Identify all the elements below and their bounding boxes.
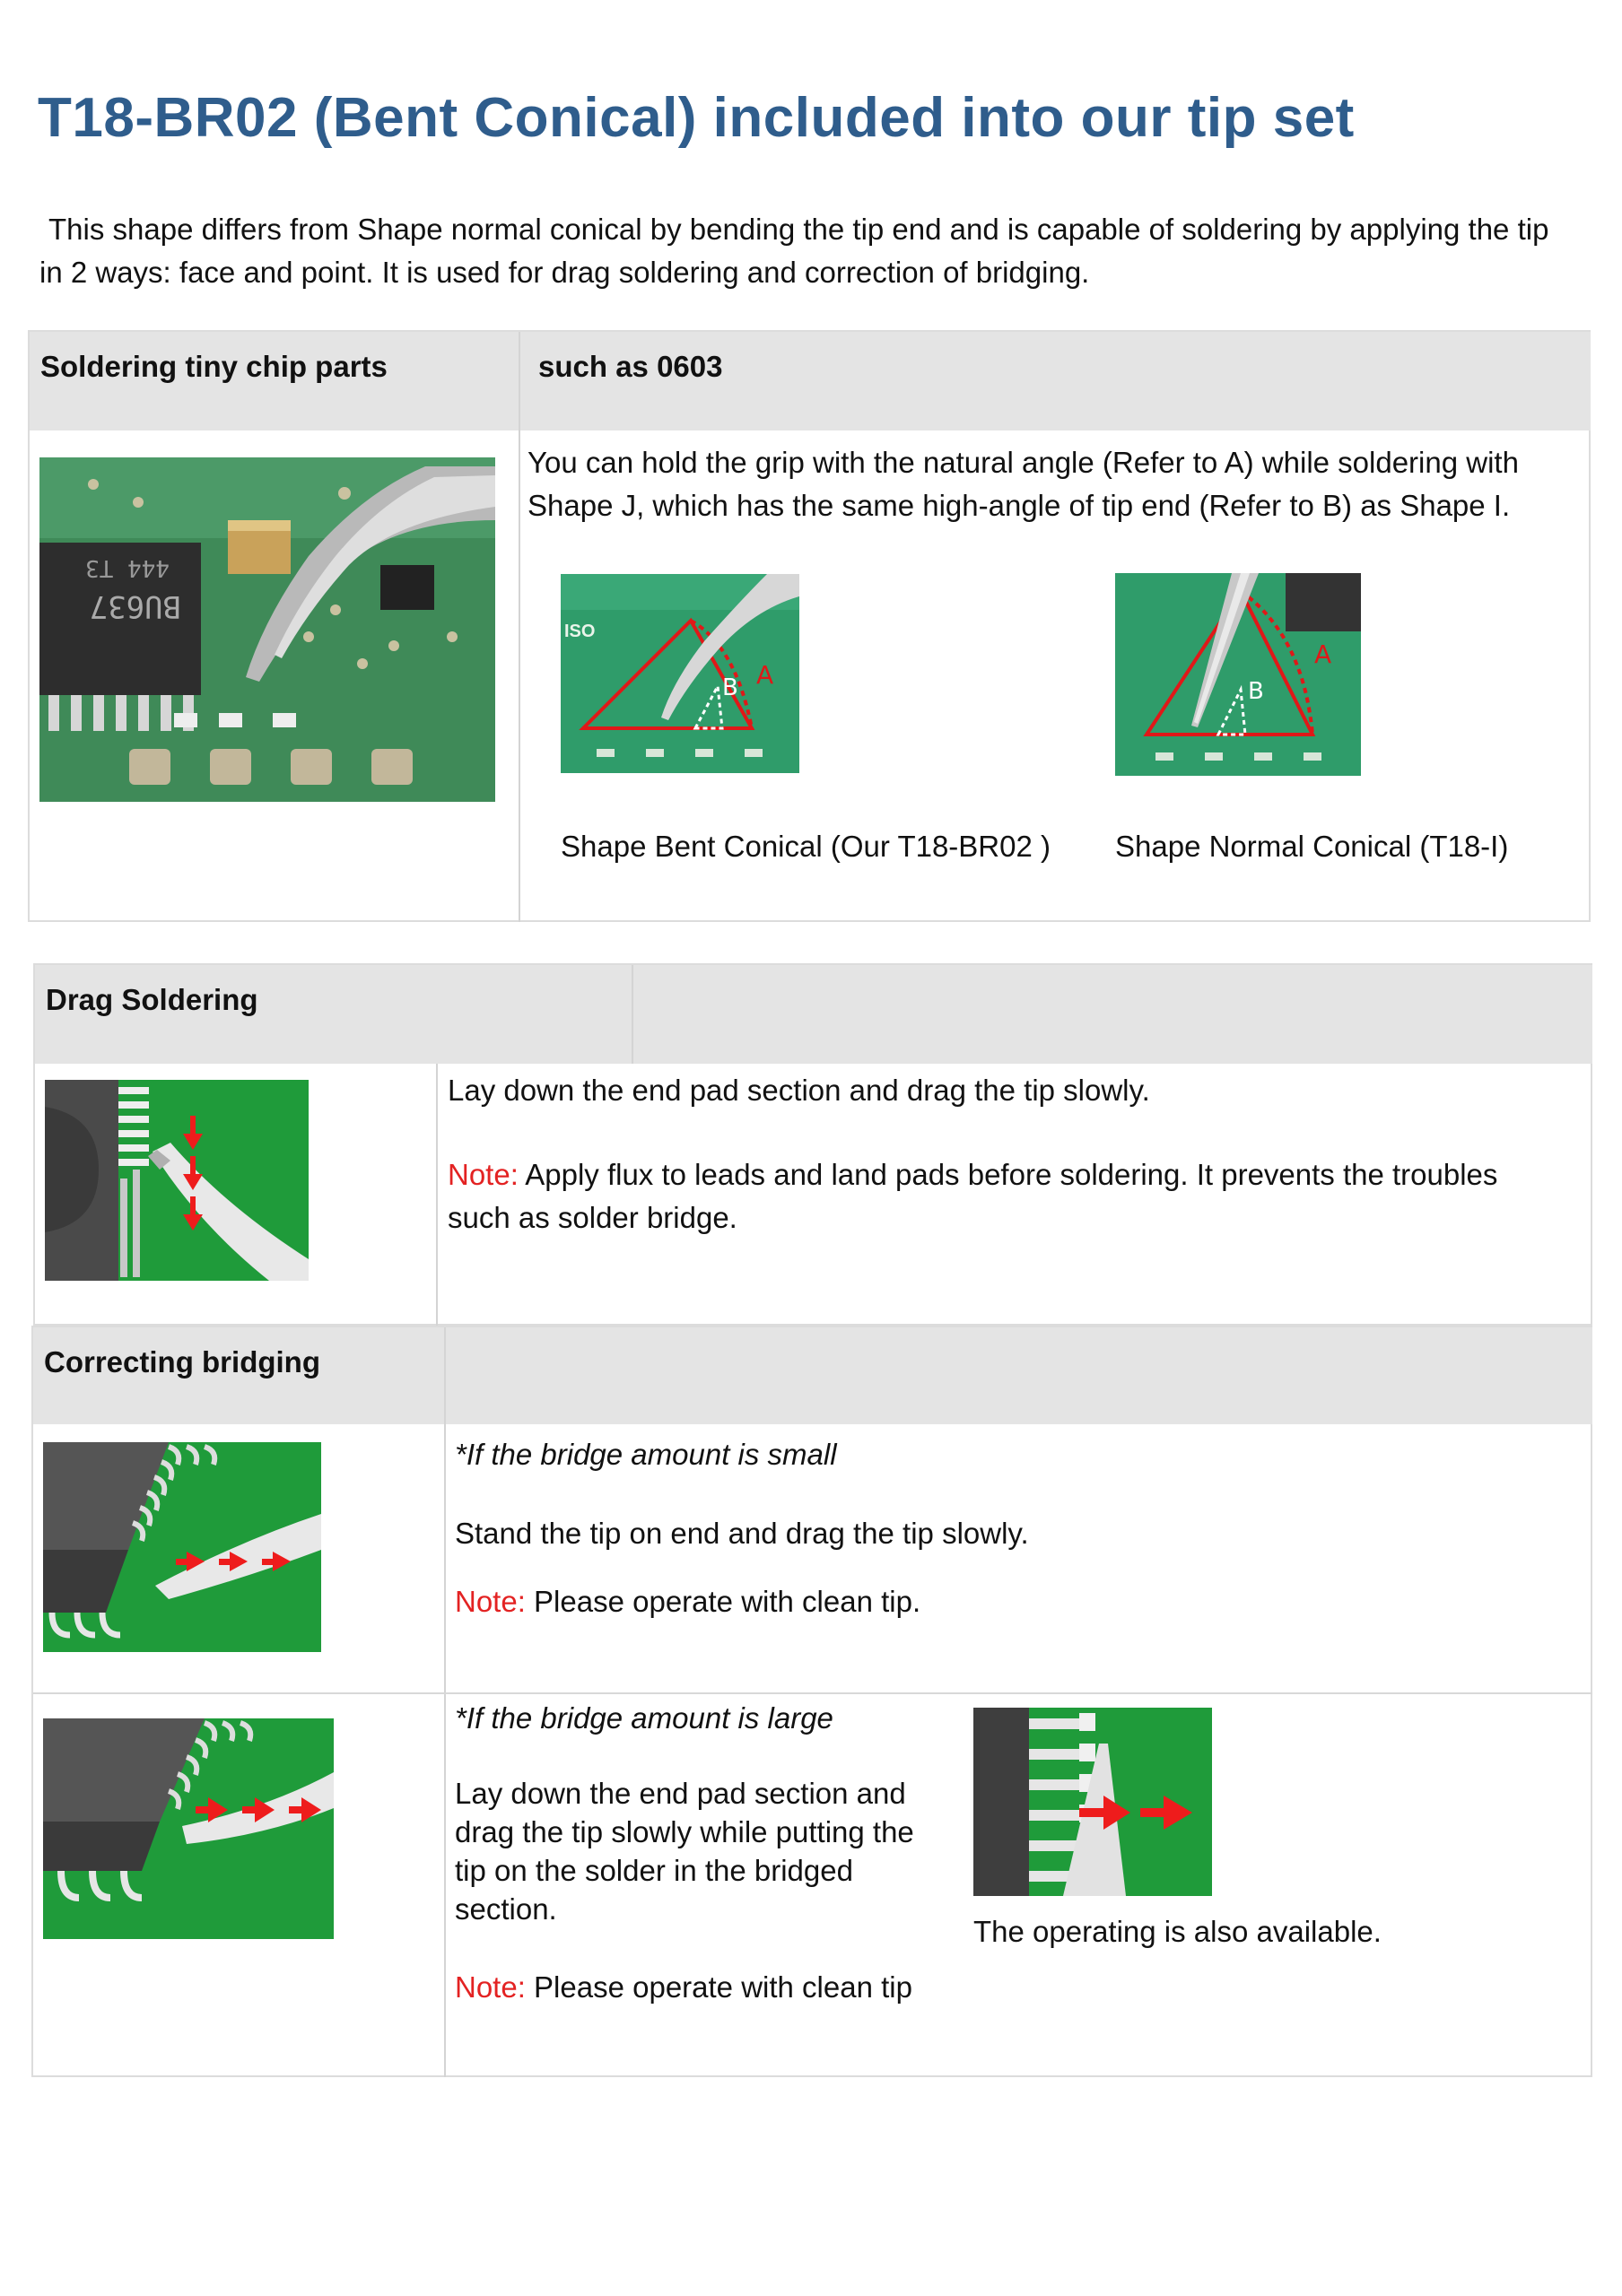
- pcb-photo: [39, 457, 495, 802]
- column-divider: [436, 1064, 438, 1326]
- svg-text:B: B: [1248, 678, 1264, 705]
- small-bridge-line-1: Stand the tip on end and drag the tip slowly.: [455, 1517, 1029, 1550]
- note-text: Please operate with clean tip.: [525, 1585, 921, 1618]
- large-bridge-line-3: tip on the solder in the bridged: [455, 1854, 853, 1887]
- intro-line-2: in 2 ways: face and point. It is used for drag soldering and correction of bridging.: [39, 256, 1090, 289]
- svg-text:ISO: ISO: [564, 622, 596, 641]
- note-label: Note:: [455, 1970, 526, 2004]
- drag-soldering-line-1: Lay down the end pad section and drag the tip slowly.: [448, 1074, 1150, 1107]
- alternate-operation-caption: The operating is also available.: [973, 1915, 1382, 1948]
- large-bridge-heading: *If the bridge amount is large: [455, 1701, 833, 1735]
- drag-soldering-illustration: [45, 1080, 309, 1281]
- large-bridge-illustration: [43, 1718, 334, 1939]
- intro-paragraph: [39, 208, 1583, 294]
- alternate-operation-illustration: [973, 1708, 1212, 1896]
- section-header-right: [520, 332, 1591, 430]
- bent-conical-diagram: [561, 574, 799, 773]
- large-bridge-line-4: section.: [455, 1892, 557, 1926]
- section-header-label: Correcting bridging: [44, 1345, 320, 1378]
- chip-marking: [85, 554, 181, 624]
- large-bridge-text: [455, 1697, 957, 2006]
- svg-text:444 T3: 444 T3: [85, 554, 170, 581]
- large-bridge-line-1: Lay down the end pad section and: [455, 1777, 906, 1810]
- drag-soldering-header: [35, 965, 632, 1064]
- page-title: T18-BR02 (Bent Conical) included into our tip set: [38, 87, 1355, 149]
- caption-bent-conical: Shape Bent Conical (Our T18-BR02 ): [561, 830, 1051, 863]
- correcting-bridging-header: [33, 1327, 444, 1424]
- caption-normal-conical: Shape Normal Conical (T18-I): [1115, 830, 1509, 863]
- correcting-bridging-header-blank: [446, 1327, 1592, 1424]
- drag-soldering-text: [448, 1069, 1578, 1239]
- svg-text:A: A: [756, 660, 774, 690]
- note-label: Note:: [448, 1158, 519, 1191]
- header-divider: [632, 965, 633, 1064]
- note-text: Apply flux to leads and land pads before soldering. It prevents the troubles: [518, 1158, 1498, 1191]
- svg-text:B: B: [722, 674, 738, 701]
- drag-soldering-header-blank: [633, 965, 1592, 1064]
- intro-line-1: This shape differs from Shape normal conical by bending the tip end and is capable of soldering by applying the tip: [48, 213, 1549, 246]
- section-chip-parts-table: [28, 330, 1591, 922]
- small-bridge-heading: *If the bridge amount is small: [455, 1438, 837, 1471]
- chip-description: [528, 441, 1586, 527]
- section-header-left: [30, 332, 519, 430]
- svg-text:A: A: [1314, 639, 1332, 669]
- column-divider: [519, 332, 520, 922]
- drag-soldering-table: [33, 963, 1592, 1326]
- correcting-bridging-table: [31, 1326, 1592, 2077]
- section-header-label: Soldering tiny chip parts: [40, 350, 388, 383]
- drag-soldering-note: [448, 1153, 1578, 1196]
- small-bridge-note: [455, 1580, 1576, 1623]
- column-divider: [444, 1327, 446, 2077]
- section-header-label: such as 0603: [538, 350, 723, 383]
- row-divider: [33, 1692, 1592, 1694]
- large-bridge-line-2: drag the tip slowly while putting the: [455, 1815, 914, 1848]
- large-bridge-note: [455, 1968, 957, 2006]
- small-bridge-text: [455, 1433, 1576, 1623]
- note-text: Please operate with clean tip: [525, 1970, 912, 2004]
- chip-description-line-2: Shape J, which has the same high-angle of tip end (Refer to B) as Shape I.: [528, 489, 1511, 522]
- normal-conical-diagram: [1115, 573, 1361, 776]
- section-header-label: Drag Soldering: [46, 983, 258, 1016]
- svg-text:BU637: BU637: [89, 588, 181, 624]
- small-bridge-illustration: [43, 1442, 321, 1652]
- drag-soldering-note-line-2: such as solder bridge.: [448, 1201, 737, 1234]
- note-label: Note:: [455, 1585, 526, 1618]
- chip-description-line-1: You can hold the grip with the natural angle (Refer to A) while soldering with: [528, 446, 1519, 479]
